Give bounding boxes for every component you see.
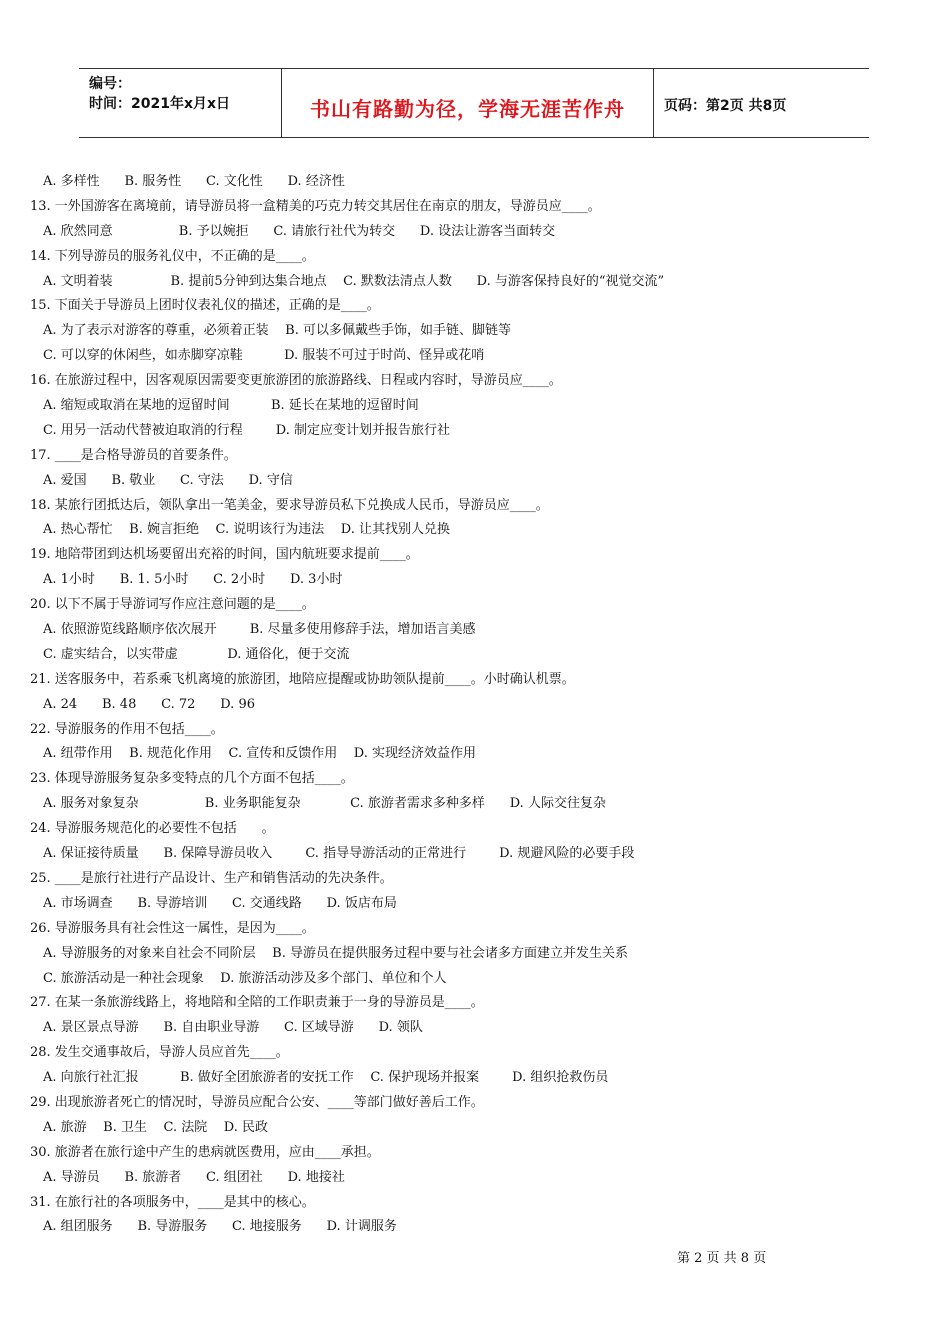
question-text: 28. 发生交通事故后，导游人员应首先____。	[30, 1045, 289, 1061]
question-text: 31. 在旅行社的各项服务中，____是其中的核心。	[30, 1194, 315, 1210]
answer-options: A. 市场调查 B. 导游培训 C. 交通线路 D. 饭店布局	[43, 895, 397, 911]
answer-options: A. 爱国 B. 敬业 C. 守法 D. 守信	[43, 472, 293, 488]
answer-options: C. 用另一活动代替被迫取消的行程 D. 制定应变计划并报告旅行社	[43, 422, 451, 438]
page-footer: 第 2 页 共 8 页	[677, 1251, 767, 1266]
answer-options: A. 依照游览线路顺序依次展开 B. 尽量多使用修辞手法，增加语言美感	[43, 622, 476, 638]
header-page-info: 页码：第2页 共8页	[664, 98, 787, 114]
answer-options: A. 导游员 B. 旅游者 C. 组团社 D. 地接社	[43, 1169, 345, 1185]
answer-options: A. 纽带作用 B. 规范化作用 C. 宣传和反馈作用 D. 实现经济效益作用	[43, 746, 477, 762]
answer-options: A. 向旅行社汇报 B. 做好全团旅游者的安抚工作 C. 保护现场并报案 D. 组织抢救伤员	[43, 1070, 609, 1086]
question-text: 16. 在旅游过程中，因客观原因需要变更旅游团的旅游路线、日程或内容时，导游员应____。	[30, 373, 562, 389]
answer-options: A. 缩短或取消在某地的逗留时间 B. 延长在某地的逗留时间	[43, 398, 419, 414]
answer-options: C. 可以穿的休闲些，如赤脚穿凉鞋 D. 服装不可过于时尚、怪异或花哨	[43, 348, 485, 364]
question-list	[30, 170, 910, 1240]
question-text: 17. ____是合格导游员的首要条件。	[30, 447, 237, 463]
header-page-cell	[654, 69, 869, 137]
question-text: 13. 一外国游客在离境前，请导游员将一盒精美的巧克力转交其居住在南京的朋友，导游员应____。	[30, 198, 601, 214]
answer-options: A. 为了表示对游客的尊重，必须着正装 B. 可以多佩戴些手饰，如手链、脚链等	[43, 323, 512, 339]
question-text: 24. 导游服务规范化的必要性不包括 。	[30, 821, 275, 837]
answer-options: A. 欣然同意 B. 予以婉拒 C. 请旅行社代为转交 D. 设法让游客当面转交	[43, 223, 556, 239]
question-text: 27. 在某一条旅游线路上，将地陪和全陪的工作职责兼于一身的导游员是____。	[30, 995, 484, 1011]
header-motto-cell	[282, 69, 654, 137]
question-text: 18. 某旅行团抵达后，领队拿出一笔美金，要求导游员私下兑换成人民币，导游员应____。	[30, 497, 549, 513]
question-text: 21. 送客服务中，若系乘飞机离境的旅游团，地陪应提醒或协助领队提前____。小时确认机票。	[30, 671, 575, 687]
answer-options: A. 1小时 B. 1. 5小时 C. 2小时 D. 3小时	[43, 572, 343, 588]
question-text: 23. 体现导游服务复杂多变特点的几个方面不包括____。	[30, 771, 354, 787]
answer-options: A. 多样性 B. 服务性 C. 文化性 D. 经济性	[43, 174, 345, 189]
answer-options: A. 热心帮忙 B. 婉言拒绝 C. 说明该行为违法 D. 让其找别人兑换	[43, 522, 451, 538]
answer-options: A. 组团服务 B. 导游服务 C. 地接服务 D. 计调服务	[43, 1219, 397, 1235]
answer-options: A. 旅游 B. 卫生 C. 法院 D. 民政	[43, 1119, 269, 1135]
answer-options: A. 保证接待质量 B. 保障导游员收入 C. 指导导游活动的正常进行 D. 规避风险的必要手段	[43, 846, 635, 862]
header-motto: 书山有路勤为径，学海无涯苦作舟	[310, 97, 625, 121]
document-date-label: 时间：2021年x月x日	[89, 96, 231, 112]
question-text: 14. 下列导游员的服务礼仪中，不正确的是____。	[30, 248, 315, 264]
answer-options: A. 24 B. 48 C. 72 D. 96	[43, 696, 255, 712]
answer-options: C. 虚实结合，以实带虚 D. 通俗化，便于交流	[43, 646, 350, 662]
answer-options: A. 导游服务的对象来自社会不同阶层 B. 导游员在提供服务过程中要与社会诸多方面建立并发生关系	[43, 945, 629, 961]
question-text: 22. 导游服务的作用不包括____。	[30, 721, 224, 737]
question-text: 19. 地陪带团到达机场要留出充裕的时间，国内航班要求提前____。	[30, 547, 419, 563]
question-text: 26. 导游服务具有社会性这一属性，是因为____。	[30, 920, 315, 936]
header-meta-cell	[79, 69, 282, 137]
answer-options: A. 景区景点导游 B. 自由职业导游 C. 区域导游 D. 领队	[43, 1020, 423, 1036]
document-number-label: 编号：	[89, 76, 131, 92]
question-text: 15. 下面关于导游员上团时仪表礼仪的描述，正确的是____。	[30, 298, 380, 314]
answer-options: C. 旅游活动是一种社会现象 D. 旅游活动涉及多个部门、单位和个人	[43, 970, 447, 986]
answer-options: A. 文明着装 B. 提前5分钟到达集合地点 C. 默数法清点人数 D. 与游客保持良好的“视觉交流”	[43, 273, 665, 289]
question-text: 20. 以下不属于导游词写作应注意问题的是____。	[30, 597, 315, 613]
answer-options: A. 服务对象复杂 B. 业务职能复杂 C. 旅游者需求多种多样 D. 人际交往复杂	[43, 796, 606, 812]
question-text: 25. ____是旅行社进行产品设计、生产和销售活动的先决条件。	[30, 870, 393, 886]
page-header	[79, 68, 869, 138]
question-text: 30. 旅游者在旅行途中产生的患病就医费用，应由____承担。	[30, 1144, 380, 1160]
question-text: 29. 出现旅游者死亡的情况时，导游员应配合公安、____等部门做好善后工作。	[30, 1094, 484, 1110]
